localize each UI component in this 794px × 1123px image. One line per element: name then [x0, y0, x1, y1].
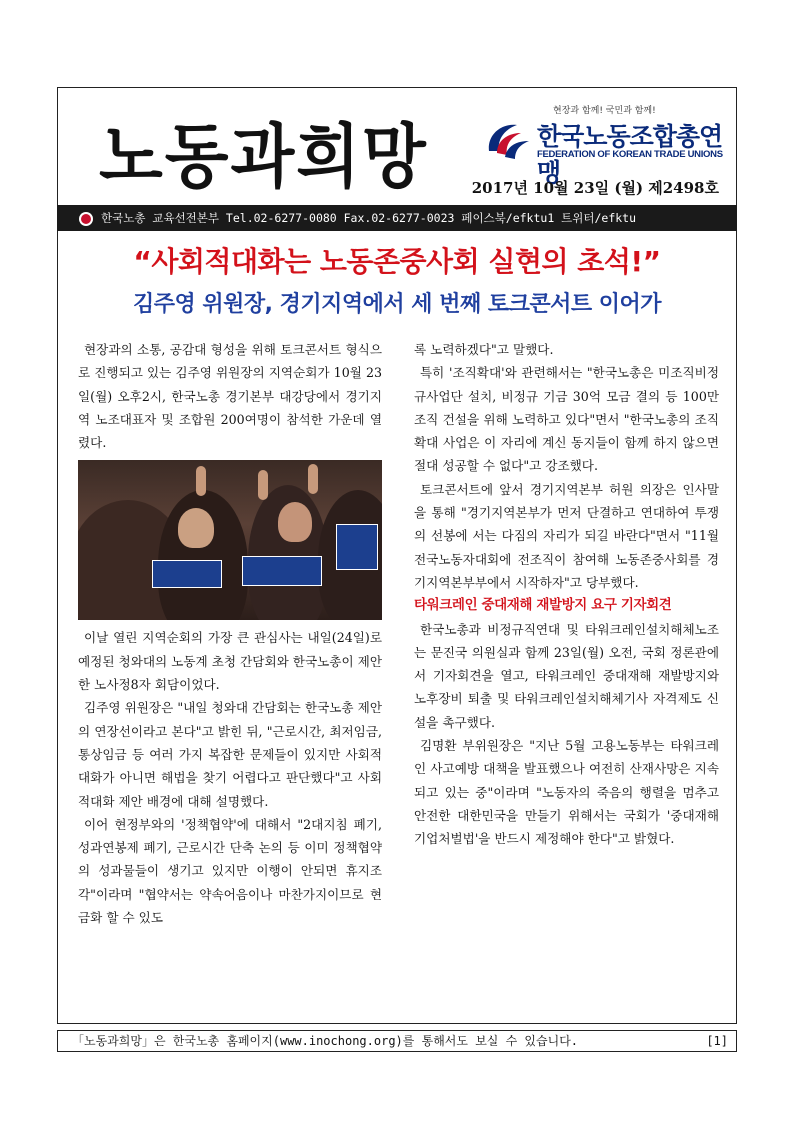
page-number: [1] — [706, 1034, 728, 1048]
paragraph: 이어 현정부와의 '정책협약'에 대해서 "2대지침 폐기, 성과연봉제 폐기, 근로시간 단축 논의 등 이미 정책협약의 성과물들이 생기고 있지만 이행이 안되면 휴지조각"이라며 "협약서는 약속어음이나 마찬가지이므로 현금화 할 수 있도 — [78, 816, 382, 926]
footer-text: 「노동과희망」은 한국노총 홈페이지(www.inochong.org)를 통해서도 보실 수 있습니다. — [72, 1034, 579, 1048]
article-subhead: 김주영 위원장, 경기지역에서 세 번째 토크콘서트 이어가 — [132, 292, 662, 317]
org-english-name: FEDERATION OF KOREAN TRADE UNIONS — [537, 149, 723, 160]
contact-bar — [57, 205, 737, 231]
paragraph: 김명환 부위원장은 "지난 5월 고용노동부는 타워크레인 사고예방 대책을 발표했으나 여전히 산재사망은 지속되고 있는 중"이라며 "노동자의 죽음의 행렬을 멈추고 안전한 대한민국을 만들기 위해서는 국회가 '중대재해 기업처벌법'을 반드시 제정해야 한다"고 밝혔다. — [414, 738, 719, 847]
left-column — [78, 338, 382, 929]
issue-date: 2017년 10월 23일 (월) 제2498호 — [471, 179, 719, 197]
section-subtitle: 타워크레인 중대재해 재발방지 요구 기자회견 — [414, 597, 672, 614]
paragraph: 김주영 위원장은 "내일 청와대 간담회는 한국노총 제안의 연장선이라고 본다"고 밝힌 뒤, "근로시간, 최저임금, 통상임금 등 여러 가지 복잡한 문제들이 있지만 사회적 대화가 아니면 해법을 찾기 어렵다고 판단했다"고 사회적대화 제안 배경에 대해 설명했다. — [78, 700, 382, 809]
masthead — [57, 87, 737, 205]
right-column — [414, 338, 719, 851]
paragraph: 록 노력하겠다"고 말했다. — [414, 342, 554, 357]
paragraph: 특히 '조직확대'와 관련해서는 "한국노총은 미조직비정규사업단 설치, 비정규 기금 30억 모금 결의 등 100만 조직 건설을 위해 노력하고 있다"면서 "한국노총의 조직확대 사업은 이 자리에 계신 동지들이 함께 하지 않으면 절대 성공할 수 없다"고 강조했다. — [414, 365, 719, 474]
event-photo — [78, 460, 382, 620]
newsletter-title: 노동과희망 — [99, 115, 428, 198]
paragraph: 이날 열린 지역순회의 가장 큰 관심사는 내일(24일)로 예정된 청와대의 노동계 초청 간담회와 한국노총이 제안한 노사정8자 회담이었다. — [78, 630, 382, 693]
paragraph: 한국노총과 비정규직연대 및 타워크레인설치해체노조는 문진국 의원실과 함께 23일(월) 오전, 국회 정론관에서 기자회견을 열고, 타워크레인 중대재해 재발방지와 노후장비 퇴출 및 타워크레인설치해체기사 자격제도 신설을 촉구했다. — [414, 621, 719, 730]
fktu-emblem-icon — [483, 117, 533, 163]
paragraph: 토크콘서트에 앞서 경기지역본부 허원 의장은 인사말을 통해 "경기지역본부가 먼저 단결하고 연대하여 투쟁의 선봉에 서는 다짐의 자리가 되길 바란다"면서 "11월 전국노동자대회에 전조직이 참여해 노동존중사회를 경기지역본부부에서 시작하자"고 당부했다. — [414, 481, 719, 590]
fktu-mini-icon — [79, 212, 93, 226]
footer-bar — [57, 1030, 737, 1052]
contact-text: 한국노총 교육선전본부 Tel.02-6277-0080 Fax.02-6277-0023 페이스북/efktu1 트위터/efktu — [101, 211, 637, 225]
org-korean-name: 한국노동조합총연맹 — [537, 122, 723, 187]
article-headline: “사회적대화는 노동존중사회 실현의 초석!” — [133, 245, 661, 278]
org-tagline: 현장과 함께! 국민과 함께! — [553, 106, 656, 116]
org-logo — [475, 103, 735, 187]
paragraph: 현장과의 소통, 공감대 형성을 위해 토크콘서트 형식으로 진행되고 있는 김주영 위원장의 지역순회가 10월 23일(월) 오후2시, 한국노총 경기본부 대강당에서 경기지역 노조대표자 및 조합원 200여명이 참석한 가운데 열렸다. — [78, 342, 382, 451]
